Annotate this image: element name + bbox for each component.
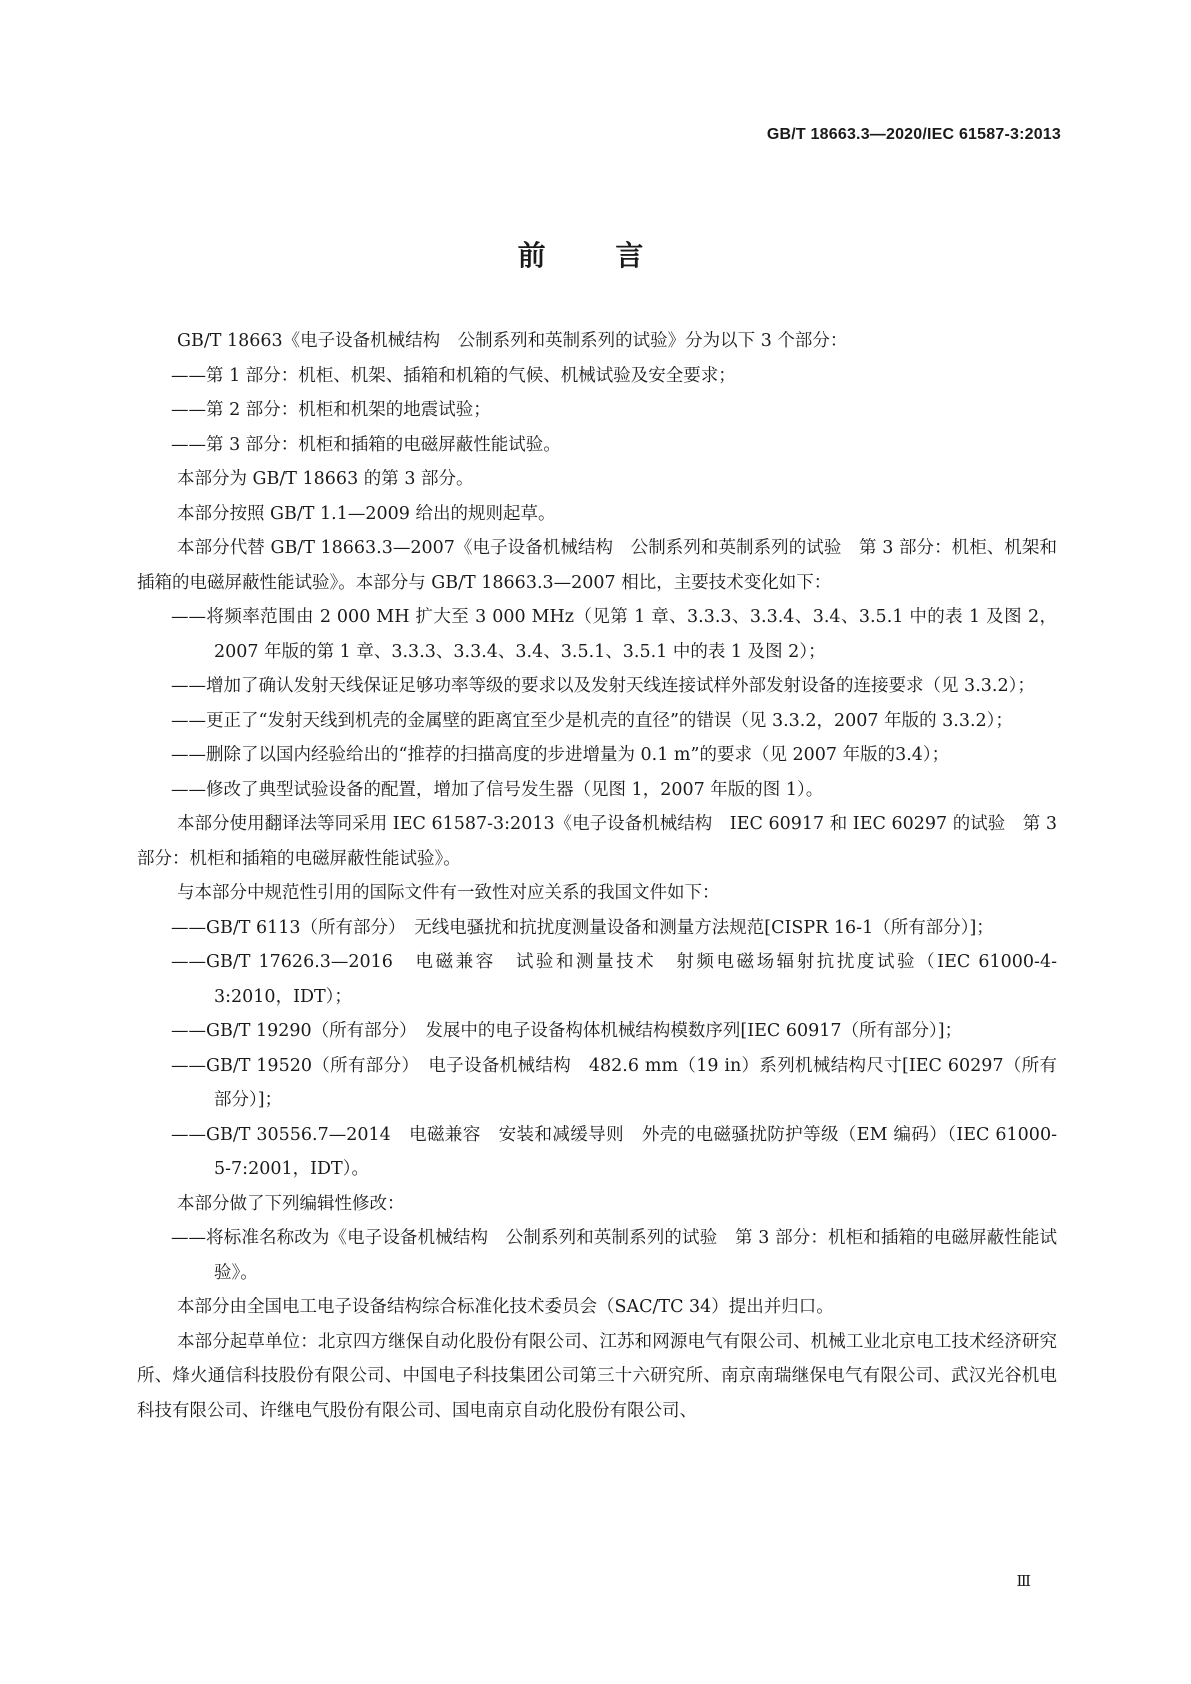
paragraph: 本部分由全国电工电子设备结构综合标准化技术委员会（SAC/TC 34）提出并归口。: [177, 1297, 834, 1317]
list-item: ——GB/T 19290（所有部分） 发展中的电子设备构体机械结构模数序列[IEC 60917（所有部分）]；: [171, 1021, 963, 1041]
page-number: Ⅲ: [1016, 1572, 1031, 1590]
paragraph: 本部分做了下列编辑性修改：: [177, 1193, 405, 1214]
list-item: ——GB/T 6113（所有部分） 无线电骚扰和抗扰度测量设备和测量方法规范[CISPR 16-1（所有部分）]；: [171, 917, 994, 938]
list-item: ——第 1 部分：机柜、机架、插箱和机箱的气候、机械试验及安全要求；: [171, 365, 736, 386]
paragraph: 本部分起草单位：北京四方继保自动化股份有限公司、江苏和网源电气有限公司、机械工业北京电工技术经济研究所、烽火通信科技股份有限公司、中国电子科技集团公司第三十六研究所、南京南瑞继保电气有限公司、武汉光谷机电科技有限公司、许继电气股份有限公司、国电南京自动化股份有限公司、: [137, 1331, 1057, 1421]
list-item: ——GB/T 17626.3—2016 电磁兼容 试验和测量技术 射频电磁场辐射抗扰度试验（IEC 61000-4-3:2010，IDT）；: [171, 952, 1057, 1007]
list-item: ——将频率范围由 2 000 MH 扩大至 3 000 MHz（见第 1 章、3.3.3、3.3.4、3.4、3.5.1 中的表 1 及图 2，2007 年版的第 1 章、3.3.3、3.3.4、3.4、3.5.1、3.5.1 中的表 1 及图 2）；: [171, 607, 1057, 662]
paragraph: GB/T 18663《电子设备机械结构 公制系列和英制系列的试验》分为以下 3 个部分：: [177, 331, 848, 351]
page-title: 前 言: [517, 239, 674, 272]
list-item: ——修改了典型试验设备的配置，增加了信号发生器（见图 1，2007 年版的图 1）。: [171, 779, 824, 800]
paragraph: 与本部分中规范性引用的国际文件有一致性对应关系的我国文件如下：: [177, 883, 720, 903]
paragraph: 本部分代替 GB/T 18663.3—2007《电子设备机械结构 公制系列和英制系列的试验 第 3 部分：机柜、机架和插箱的电磁屏蔽性能试验》。本部分与 GB/T 18663.3—2007 相比，主要技术变化如下：: [137, 538, 1057, 593]
list-item: ——第 3 部分：机柜和插箱的电磁屏蔽性能试验。: [171, 434, 561, 455]
list-item: ——第 2 部分：机柜和机架的地震试验；: [171, 400, 491, 420]
standard-code: GB/T 18663.3—2020/IEC 61587-3:2013: [766, 126, 1061, 143]
list-item: ——将标准名称改为《电子设备机械结构 公制系列和英制系列的试验 第 3 部分：机柜和插箱的电磁屏蔽性能试验》。: [171, 1228, 1057, 1283]
list-item: ——GB/T 30556.7—2014 电磁兼容 安装和减缓导则 外壳的电磁骚扰防护等级（EM 编码）（IEC 61000-5-7:2001，IDT）。: [171, 1124, 1057, 1179]
paragraph: 本部分按照 GB/T 1.1—2009 给出的规则起草。: [177, 503, 556, 524]
list-item: ——删除了以国内经验给出的“推荐的扫描高度的步进增量为 0.1 m”的要求（见 2007 年版的3.4）；: [171, 745, 950, 765]
list-item: ——更正了“发射天线到机壳的金属壁的距离宜至少是机壳的直径”的错误（见 3.3.2，2007 年版的 3.3.2）；: [171, 710, 1013, 731]
paragraph: 本部分为 GB/T 18663 的第 3 部分。: [177, 469, 474, 489]
foreword-body: [137, 324, 1057, 1428]
list-item: ——GB/T 19520（所有部分） 电子设备机械结构 482.6 mm（19 in）系列机械结构尺寸[IEC 60297（所有部分）]；: [171, 1055, 1057, 1110]
list-item: ——增加了确认发射天线保证足够功率等级的要求以及发射天线连接试样外部发射设备的连接要求（见 3.3.2）；: [171, 676, 1035, 696]
paragraph: 本部分使用翻译法等同采用 IEC 61587-3:2013《电子设备机械结构 IEC 60917 和 IEC 60297 的试验 第 3 部分：机柜和插箱的电磁屏蔽性能试验》。: [137, 814, 1057, 869]
